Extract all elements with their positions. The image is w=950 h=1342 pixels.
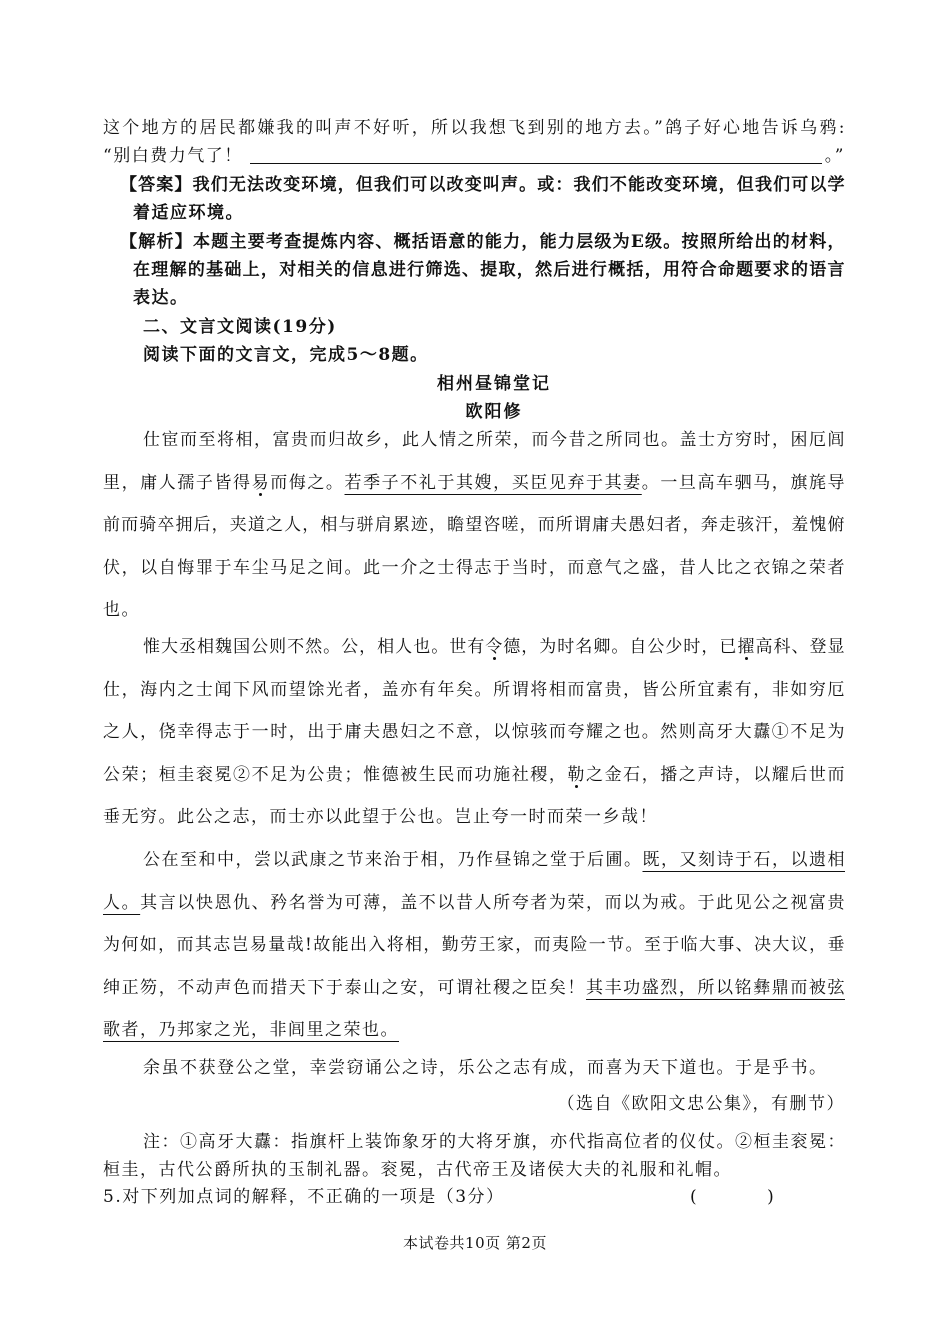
passage-paragraph-3-line-4 [103, 967, 845, 1010]
passage-paragraph-2-line-3 [103, 711, 845, 754]
passage-title: 相州昼锦堂记 [437, 373, 551, 394]
passage-paragraph-1-line-3 [103, 504, 845, 547]
passage-paragraph-3 [103, 839, 845, 1052]
section-heading: 二、文言文阅读(19分) [143, 316, 337, 337]
dialogue-line: 这个地方的居民都嫌我的叫声不好听，所以我想飞到别的地方去。”鸽子好心地告诉乌鸦: [103, 118, 845, 138]
text-run: 。一旦高车驷马，旗旄导 [641, 472, 846, 493]
passage-paragraph-1 [103, 419, 845, 632]
dialogue-blank-line [103, 142, 845, 170]
passage-paragraph-2-line-2 [103, 669, 845, 712]
answer-line-2: 着适应环境。 [133, 203, 244, 224]
analysis-label: 【解析】 [120, 231, 193, 252]
text-run: 公荣；桓圭衮冕②不足为公贵；惟德被生民而功施社稷， [103, 764, 568, 785]
text-run: 垂无穷。此公之志，而士亦以此望于公也。岂止夸一时而荣一乡哉！ [103, 807, 658, 828]
question-5-text: 5.对下列加点词的解释，不正确的一项是（3分） [103, 1187, 505, 1207]
passage-paragraph-3-line-1 [103, 839, 845, 882]
annotation-notes [103, 1128, 845, 1184]
emphasized-char: 易 [251, 472, 271, 493]
passage-source-text: （选自《欧阳文忠公集》，有删节） [557, 1094, 845, 1114]
text-run: 德，为时名卿。自公少时，已 [503, 637, 738, 657]
passage-paragraph-2-line-1 [103, 626, 845, 669]
passage-paragraph-4-line-1 [103, 1047, 845, 1090]
text-run: 而侮之。 [270, 472, 345, 493]
question-5 [103, 1183, 845, 1211]
text-run: 之人，侥幸得志于一时，出于庸夫愚妇之不意，以惊骇而夸耀之也。然则高牙大纛①不足为 [103, 722, 845, 743]
dialogue-quote-end: 。” [824, 146, 845, 167]
underlined-sentence: 其丰功盛烈，所以铭彝鼎而被弦 [586, 977, 845, 998]
passage-paragraph-2-line-4 [103, 754, 845, 797]
answer-blank [250, 142, 822, 164]
emphasized-char: 令 [485, 637, 504, 657]
underlined-sentence: 人。 [103, 892, 141, 913]
passage-paragraph-3-line-2 [103, 882, 845, 925]
answer-text: 我们无法改变环境，但我们可以改变叫声。或：我们不能改变环境，但我们可以学 [192, 174, 846, 195]
passage-paragraph-3-line-3 [103, 924, 845, 967]
analysis-line-1 [103, 228, 845, 256]
passage-author: 欧阳修 [465, 401, 523, 422]
text-run: 惟大丞相魏国公则不然。公，相人也。世有 [143, 637, 486, 657]
emphasized-char: 勒 [567, 764, 586, 785]
passage-paragraph-3-line-5 [103, 1009, 845, 1052]
notes-line-1: 注：①高牙大纛：指旗杆上装饰象牙的大将牙旗，亦代指高位者的仪仗。②桓圭衮冕： [143, 1132, 845, 1152]
analysis-line-2: 在理解的基础上，对相关的信息进行筛选、提取，然后进行概括，用符合命题要求的语言 [133, 259, 845, 280]
answer-line-1 [103, 171, 845, 199]
emphasized-char: 擢 [737, 637, 756, 657]
notes-line-2: 桓圭，古代公爵所执的玉制礼器。衮冕，古代帝王及诸侯大夫的礼服和礼帽。 [103, 1160, 732, 1180]
underlined-sentence: 若季子不礼于其嫂，买臣见弃于其妻 [344, 472, 642, 493]
text-run: 也。 [103, 600, 140, 621]
text-run: 伏，以自悔罪于车尘马足之间。此一介之士得志于当时，而意气之盛，昔人比之衣锦之荣者 [103, 557, 845, 578]
passage-paragraph-1-line-4 [103, 547, 845, 590]
analysis-text: 本题主要考查提炼内容、概括语意的能力，能力层级为E级。按照所给出的材料， [192, 231, 845, 252]
passage-paragraph-1-line-2 [103, 462, 845, 505]
text-run: 公在至和中，尝以武康之节来治于相，乃作昼锦之堂于后圃。 [143, 850, 643, 870]
text-run: 前而骑卒拥后，夹道之人，相与骈肩累迹，瞻望咨嗟，而所谓庸夫愚妇者，奔走骇汗，羞愧俯 [103, 515, 845, 536]
analysis-line-3: 表达。 [133, 288, 189, 309]
passage-paragraph-1-line-1 [103, 419, 845, 462]
passage-paragraph-2-line-5 [103, 796, 845, 839]
text-run: 高科、登显 [755, 637, 846, 657]
answer-label: 【答案】 [120, 174, 193, 195]
underlined-sentence: 歌者，乃邦家之光，非闾里之荣也。 [103, 1020, 399, 1041]
text-run: 仕宦而至将相，富贵而归故乡，此人情之所荣，而今昔之所同也。盖士方穷时，困厄闾 [143, 430, 845, 450]
passage-paragraph-4 [103, 1047, 845, 1090]
text-run: 之金石，播之声诗，以耀后世而 [586, 764, 845, 785]
text-run: 仕，海内之士闻下风而望馀光者，盖亦有年矣。所谓将相而富贵，皆公所宜素有，非如穷厄 [103, 679, 845, 700]
text-run: 余虽不获登公之堂，幸尝窃诵公之诗，乐公之志有成，而喜为天下道也。于是乎书。 [143, 1058, 828, 1078]
text-run: 为何如，而其志岂易量哉!故能出入将相，勤劳王家，而夷险一节。至于临大事、决大议，垂 [103, 935, 845, 956]
passage-source [103, 1090, 845, 1118]
text-run: 绅正笏，不动声色而措天下于泰山之安，可谓社稷之臣矣！ [103, 977, 586, 998]
text-run: 里，庸人孺子皆得 [103, 472, 252, 493]
page-footer: 本试卷共10页 第2页 [403, 1234, 547, 1252]
text-run: 其言以快恩仇、矜名誉为可薄，盖不以昔人所夸者为荣，而以为戒。于此见公之视富贵 [140, 892, 846, 913]
underlined-sentence: 既，又刻诗于石，以遗相 [642, 850, 845, 870]
section-instruction: 阅读下面的文言文，完成5～8题。 [143, 345, 429, 366]
question-5-answer-bracket: ( ) [690, 1187, 776, 1207]
dialogue-quote-start: “别白费力气了！ [103, 146, 243, 167]
passage-paragraph-2 [103, 626, 845, 839]
question-4-continuation [103, 114, 845, 426]
